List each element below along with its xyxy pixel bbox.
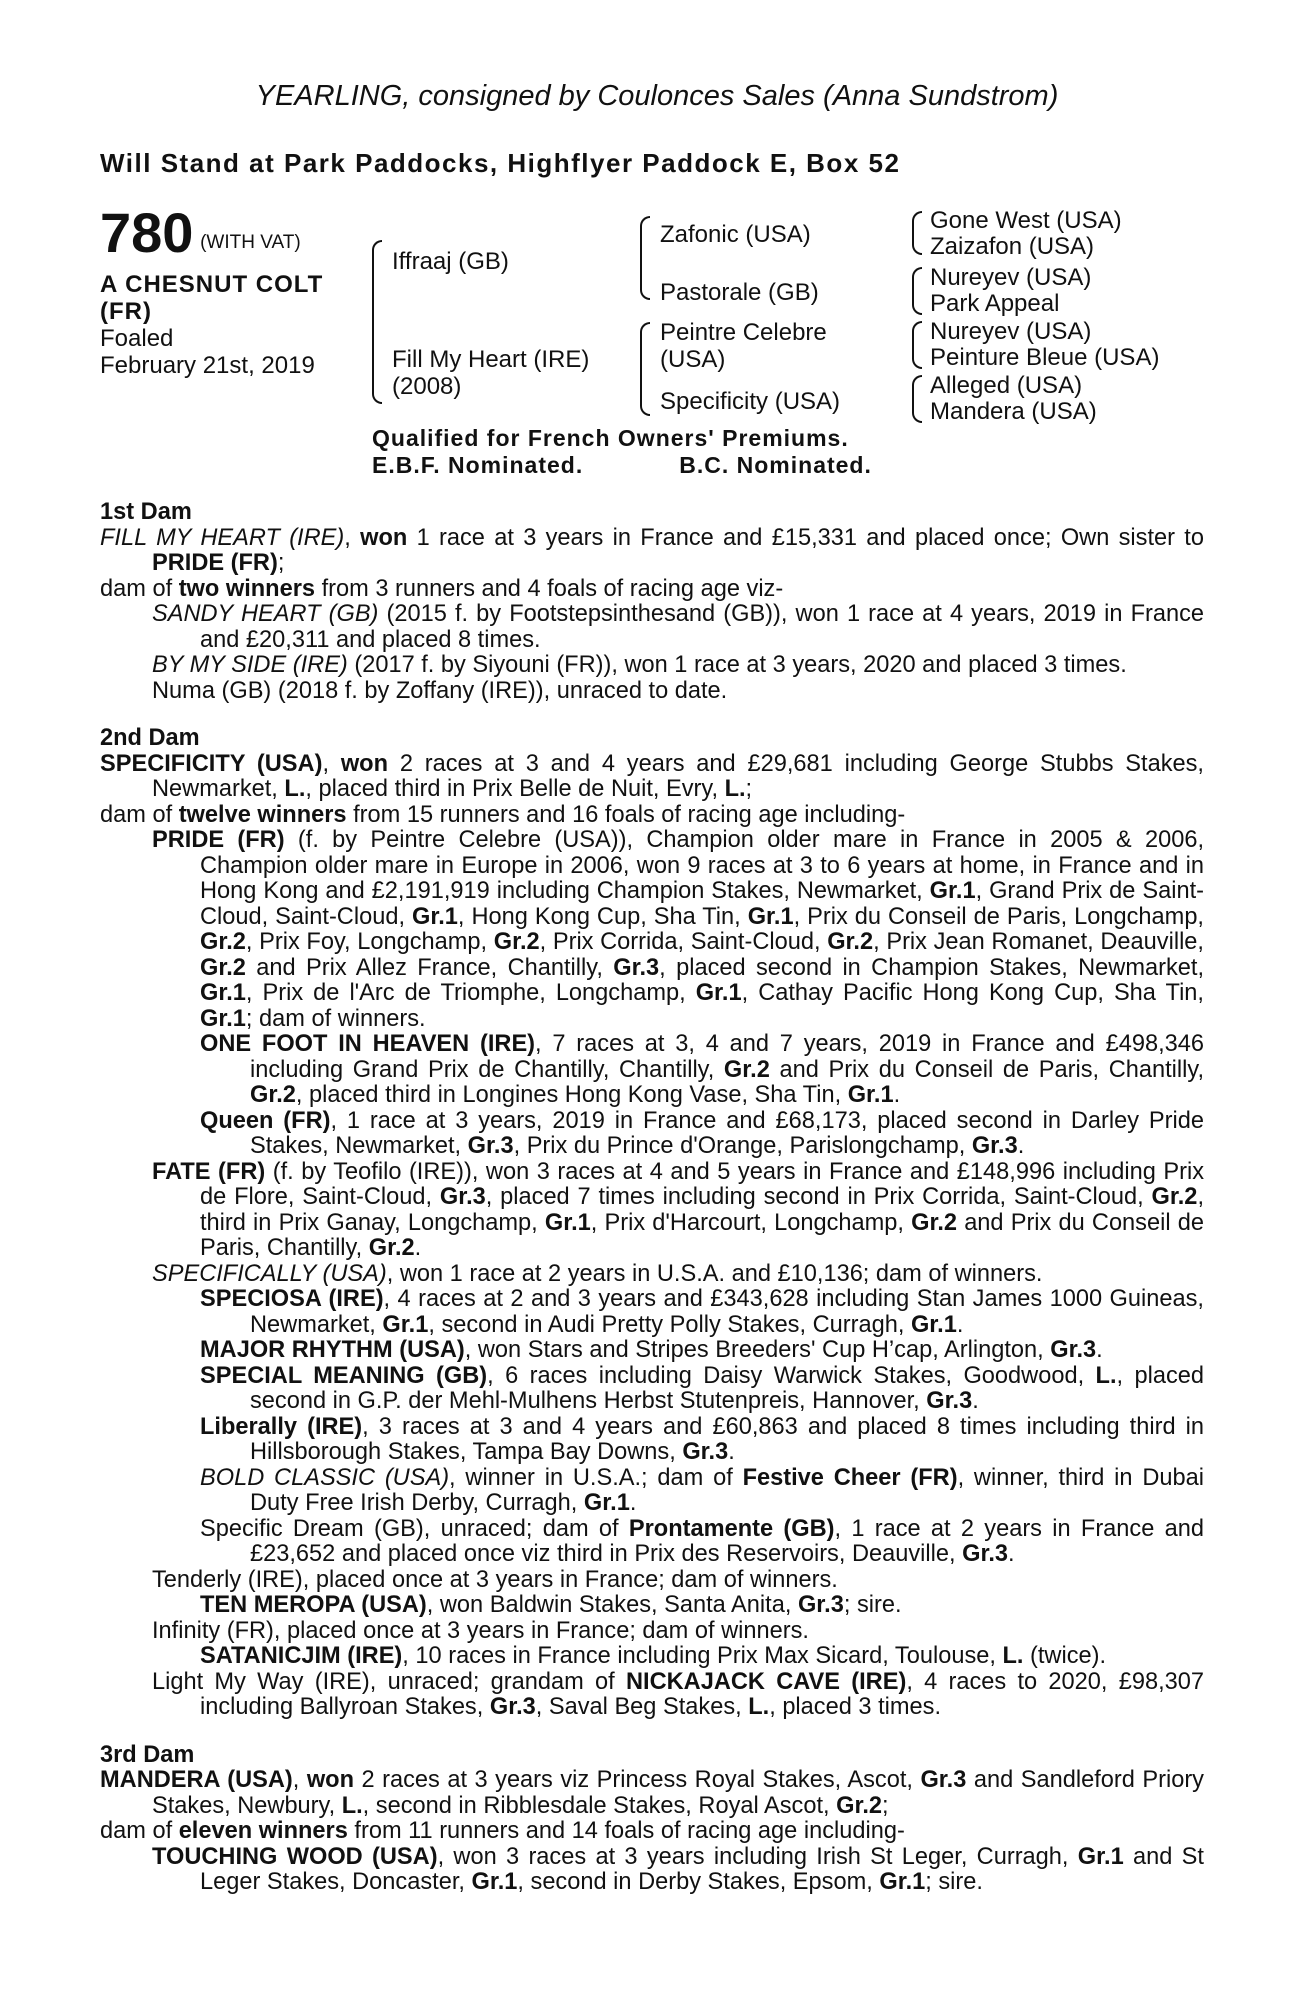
pedigree-bracket: [912, 267, 922, 315]
produce-entry: SANDY HEART (GB) (2015 f. by Footstepsinthesand (GB)), won 1 race at 4 years, 2019 in France and £20,311 and placed 8 times.: [152, 601, 1205, 653]
ebf-nominated: E.B.F. Nominated.: [372, 452, 584, 478]
pedigree-sds: Nureyev (USA): [930, 264, 1092, 291]
produce-entry: SPECIOSA (IRE), 4 races at 2 and 3 years and £343,628 including Stan James 1000 Guineas, Newmarket, Gr.1, second in Audi Pretty Polly Stakes, Curragh, Gr.1.: [200, 1286, 1204, 1338]
vat-note: (WITH VAT): [200, 232, 301, 253]
consignment-line: YEARLING, consigned by Coulonces Sales (Anna Sundstrom): [255, 80, 1059, 112]
produce-entry: SATANICJIM (IRE), 10 races in France including Prix Max Sicard, Toulouse, L. (twice).: [200, 1643, 1107, 1669]
section-1st-dam: 1st Dam: [100, 499, 192, 525]
produce-entry: MAJOR RHYTHM (USA), won Stars and Stripes Breeders' Cup H’cap, Arlington, Gr.3.: [200, 1337, 1103, 1363]
qualifications: [372, 425, 872, 479]
foaled-date: February 21st, 2019: [100, 352, 315, 379]
produce-summary: dam of eleven winners from 11 runners and 14 foals of racing age including-: [100, 1818, 905, 1844]
dam-entry: SPECIFICITY (USA), won 2 races at 3 and 4 years and £29,681 including George Stubbs Stakes, Newmarket, L., placed third in Prix Belle de Nuit, Evry, L.;: [100, 750, 1204, 802]
pedigree-dam-sire: Peintre Celebre (USA): [660, 319, 827, 373]
pedigree-ddd: Mandera (USA): [930, 398, 1097, 425]
french-premiums: Qualified for French Owners' Premiums.: [372, 425, 849, 451]
pedigree-sdd: Park Appeal: [930, 290, 1060, 317]
pedigree-dss: Nureyev (USA): [930, 318, 1092, 345]
lot-info: [100, 201, 370, 379]
produce-entry: Infinity (FR), placed once at 3 years in France; dam of winners.: [152, 1617, 809, 1644]
produce-summary: dam of two winners from 3 runners and 4 foals of racing age viz-: [100, 575, 784, 602]
produce-entry: Tenderly (IRE), placed once at 3 years in France; dam of winners.: [152, 1566, 838, 1593]
pedigree-dam-dam: Specificity (USA): [660, 388, 841, 415]
produce-entry: BY MY SIDE (IRE) (2017 f. by Siyouni (FR)), won 1 race at 3 years, 2020 and placed 3 times.: [152, 652, 1127, 678]
produce-entry: SPECIFICALLY (USA), won 1 race at 2 years in U.S.A. and £10,136; dam of winners.: [152, 1260, 1043, 1287]
produce-summary: dam of twelve winners from 15 runners and 16 foals of racing age including-: [100, 801, 906, 828]
pedigree-bracket: [372, 240, 382, 404]
lot-title: A CHESNUT COLT (FR): [100, 271, 324, 325]
pedigree-bracket: [640, 322, 650, 416]
pedigree-bracket: [912, 375, 922, 423]
dam-entry: MANDERA (USA), won 2 races at 3 years viz Princess Royal Stakes, Ascot, Gr.3 and Sandleford Priory Stakes, Newbury, L., second in Ribblesdale Stakes, Royal Ascot, Gr.2;: [100, 1767, 1204, 1819]
produce-entry: ONE FOOT IN HEAVEN (IRE), 7 races at 3, 4 and 7 years, 2019 in France and £498,346 including Grand Prix de Chantilly, Chantilly, Gr.2 and Prix du Conseil de Paris, Chantilly, Gr.2, placed third in Longines Hong Kong Vase, Sha Tin, Gr.1.: [200, 1031, 1204, 1108]
produce-entry: Specific Dream (GB), unraced; dam of Prontamente (GB), 1 race at 2 years in France and £23,652 and placed once viz third in Prix des Reservoirs, Deauville, Gr.3.: [200, 1515, 1204, 1567]
pedigree-bracket: [912, 211, 922, 255]
produce-entry: PRIDE (FR) (f. by Peintre Celebre (USA)), Champion older mare in France in 2005 & 2006, Champion older mare in Europe in 2006, won 9 races at 3 to 6 years at home, in France and in Hong Kong and £2,191,919 including Champion Stakes, Newmarket, Gr.1, Grand Prix de Saint-Cloud, Saint-Cloud, Gr.1, Hong Kong Cup, Sha Tin, Gr.1, Prix du Conseil de Paris, Longchamp, Gr.2, Prix Foy, Longchamp, Gr.2, Prix Corrida, Saint-Cloud, Gr.2, Prix Jean Romanet, Deauville, Gr.2 and Prix Allez France, Chantilly, Gr.3, placed second in Champion Stakes, Newmarket, Gr.1, Prix de l'Arc de Triomphe, Longchamp, Gr.1, Cathay Pacific Hong Kong Cup, Sha Tin, Gr.1; dam of winners.: [152, 827, 1204, 1032]
dam-entry: FILL MY HEART (IRE), won 1 race at 3 years in France and £15,331 and placed once; Own sister to PRIDE (FR);: [100, 524, 1204, 576]
section-2nd-dam: 2nd Dam: [100, 725, 200, 751]
produce-entry: TEN MEROPA (USA), won Baldwin Stakes, Santa Anita, Gr.3; sire.: [200, 1592, 902, 1618]
pedigree-sss: Gone West (USA): [930, 207, 1122, 234]
pedigree-sire-sire: Zafonic (USA): [660, 221, 811, 248]
produce-entry: Queen (FR), 1 race at 3 years, 2019 in France and £68,173, placed second in Darley Pride Stakes, Newmarket, Gr.3, Prix du Prince d'Orange, Parislongchamp, Gr.3.: [200, 1107, 1204, 1159]
pedigree-bracket: [640, 216, 650, 300]
pedigree-ssd: Zaizafon (USA): [930, 233, 1095, 260]
produce-entry: SPECIAL MEANING (GB), 6 races including Daisy Warwick Stakes, Goodwood, L., placed second in G.P. der Mehl-Mulhens Herbst Stutenpreis, Hannover, Gr.3.: [200, 1362, 1205, 1414]
lot-number: 780: [100, 201, 194, 264]
produce-entry: TOUCHING WOOD (USA), won 3 races at 3 years including Irish St Leger, Curragh, Gr.1 and St Leger Stakes, Doncaster, Gr.1, second in Derby Stakes, Epsom, Gr.1; sire.: [152, 1843, 1204, 1895]
produce-entry: Liberally (IRE), 3 races at 3 and 4 years and £60,863 and placed 8 times including third in Hillsborough Stakes, Tampa Bay Downs, Gr.3.: [200, 1413, 1205, 1465]
foaled-label: Foaled: [100, 325, 174, 352]
section-3rd-dam: 3rd Dam: [100, 1741, 195, 1768]
pedigree-dsd: Peinture Bleue (USA): [930, 344, 1160, 371]
pedigree-sire: Iffraaj (GB): [392, 248, 509, 275]
pedigree-dds: Alleged (USA): [930, 372, 1083, 399]
produce-entry: Light My Way (IRE), unraced; grandam of NICKAJACK CAVE (IRE), 4 races to 2020, £98,307 including Ballyroan Stakes, Gr.3, Saval Beg Stakes, L., placed 3 times.: [152, 1668, 1205, 1720]
pedigree-dam: Fill My Heart (IRE) (2008): [392, 346, 590, 400]
catalogue-body: [100, 500, 1204, 1896]
pedigree-sire-dam: Pastorale (GB): [660, 279, 819, 306]
pedigree-bracket: [912, 321, 922, 369]
bc-nominated: B.C. Nominated.: [679, 452, 872, 478]
produce-entry: BOLD CLASSIC (USA), winner in U.S.A.; dam of Festive Cheer (FR), winner, third in Dubai Duty Free Irish Derby, Curragh, Gr.1.: [200, 1464, 1204, 1516]
produce-entry: FATE (FR) (f. by Teofilo (IRE)), won 3 races at 4 and 5 years in France and £148,996 including Prix de Flore, Saint-Cloud, Gr.3, placed 7 times including second in Prix Corrida, Saint-Cloud, Gr.2, third in Prix Ganay, Longchamp, Gr.1, Prix d'Harcourt, Longchamp, Gr.2 and Prix du Conseil de Paris, Chantilly, Gr.2.: [152, 1158, 1205, 1261]
stand-location: Will Stand at Park Paddocks, Highflyer Paddock E, Box 52: [100, 148, 901, 178]
produce-entry: Numa (GB) (2018 f. by Zoffany (IRE)), unraced to date.: [152, 677, 728, 704]
